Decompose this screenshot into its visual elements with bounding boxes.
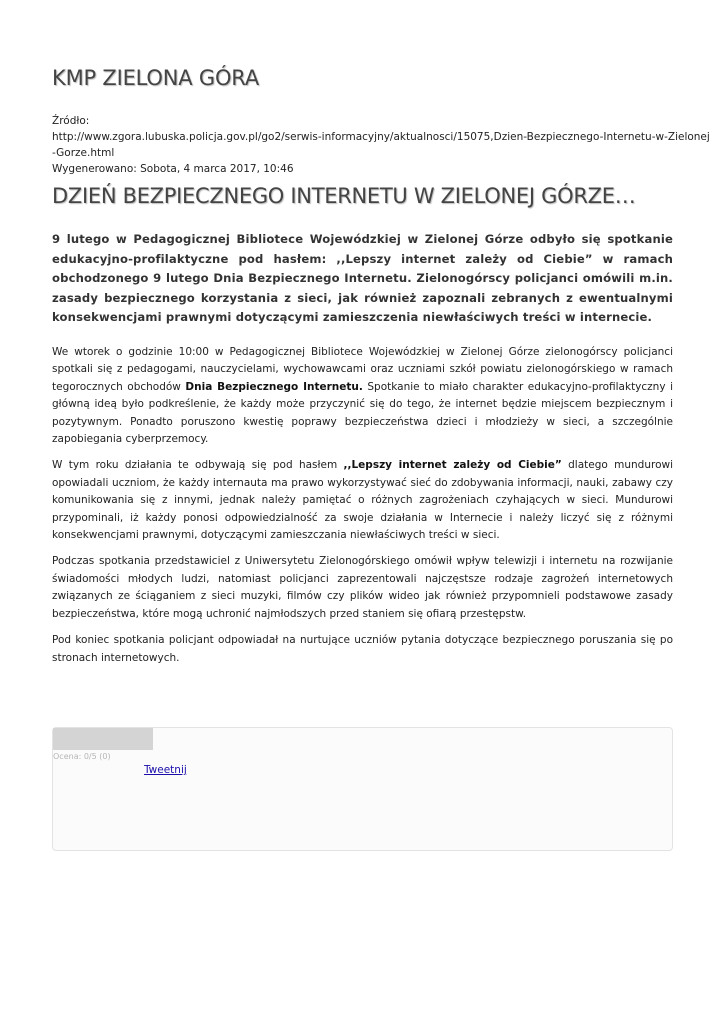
paragraph-4: Pod koniec spotkania policjant odpowiadał na nurtujące uczniów pytania dotyczące bezpiecznego poruszania się po stronach internetowych. bbox=[52, 634, 673, 664]
article-lead: 9 lutego w Pedagogicznej Bibliotece Wojewódzkiej w Zielonej Górze odbyło się spotkanie edukacyjno-profilaktyczne pod hasłem: ,,Lepszy internet zależy od Ciebie” w ramach obchodzonego 9 lutego Dnia Bezpiecznego Internetu. Zielonogórscy policjanci omówili m.in. zasady bezpiecznego korzystania z sieci, jak również zapoznali zebranych z ewentualnymi konsekwencjami prawnymi dotyczącymi zamieszczenia niewłaściwych treści w internecie. bbox=[52, 232, 673, 324]
rating-text: Ocena: 0/5 (0) bbox=[53, 752, 111, 761]
paragraph-1-text-b: Spotkanie to miało charakter edukacyjno-profilaktyczny i główną ideą było podkreślenie, że każdy może przyczynić się do tego, że internet będzie miejscem bezpiecznym i pozytywnym. Ponadto poruszono kwestię poprawy bezpieczeństwa dzieci i młodzieży w sieci, a szczególnie zapobiegania cyberprzemocy. bbox=[52, 380, 673, 446]
article-body bbox=[52, 344, 673, 676]
tweet-link[interactable]: Tweetnij bbox=[144, 764, 187, 776]
article-title: DZIEŃ BEZPIECZNEGO INTERNETU W ZIELONEJ GÓRZE… bbox=[52, 184, 636, 208]
paragraph-3: Podczas spotkania przedstawiciel z Uniwersytetu Zielonogórskiego omówił wpływ telewizji i internetu na rozwijanie świadomości młodych ludzi, natomiast policjanci zaprezentowali najczęstsze rodzaje zagrożeń internetowych związanych ze ściąganiem z sieci muzyki, filmów czy plików wideo jak również przypomnieli podstawowe zasady bezpieczeństwa, które mogą uchronić najmłodszych przed staniem się ofiarą przestępstw. bbox=[52, 555, 673, 620]
paragraph-2-text-b: dlatego mundurowi opowiadali uczniom, że każdy internauta ma prawo wykorzystywać sieć do zdobywania informacji, nauki, zabawy czy komunikowania się z innymi, jednak należy pamiętać o różnych zagrożeniach czyhających w sieci. Mundurowi przypominali, iż każdy ponosi odpowiedzialność za swoje działania w Internecie i należy liczyć się z różnymi konsekwencjami prawnymi, dotyczącymi zamieszczania niewłaściwych treści w sieci. bbox=[52, 459, 674, 542]
source-url-line1: http://www.zgora.lubuska.policja.gov.pl/go2/serwis-informacyjny/aktualnosci/15075,Dzien-Bezpiecznego-Internetu-w-Zielonej bbox=[52, 131, 710, 143]
paragraph-1-text-a: We wtorek o godzinie 10:00 w Pedagogicznej Bibliotece Wojewódzkiej w Zielonej Górze zielonogórscy policjanci spotkali się z pedagogami, nauczycielami, wychowawcami oraz uczniami szkół powiatu zielonogórskiego w ramach tegorocznych obchodów bbox=[52, 346, 673, 393]
source-url-line2: -Gorze.html bbox=[52, 147, 115, 159]
source-label: Źródło: bbox=[52, 115, 90, 127]
paragraph-1 bbox=[52, 344, 673, 448]
paragraph-2-text-a: W tym roku działania te odbywają się pod hasłem bbox=[52, 459, 344, 472]
site-title: KMP ZIELONA GÓRA bbox=[52, 66, 260, 90]
rating-share-box bbox=[52, 727, 673, 851]
paragraph-2-bold: ,,Lepszy internet zależy od Ciebie” bbox=[343, 459, 562, 472]
generated-timestamp: Wygenerowano: Sobota, 4 marca 2017, 10:46 bbox=[52, 163, 294, 175]
paragraph-2 bbox=[52, 457, 673, 544]
paragraph-1-bold: Dnia Bezpiecznego Internetu. bbox=[185, 380, 363, 393]
source-metadata bbox=[52, 113, 710, 177]
rating-stars-bar[interactable] bbox=[53, 728, 153, 750]
